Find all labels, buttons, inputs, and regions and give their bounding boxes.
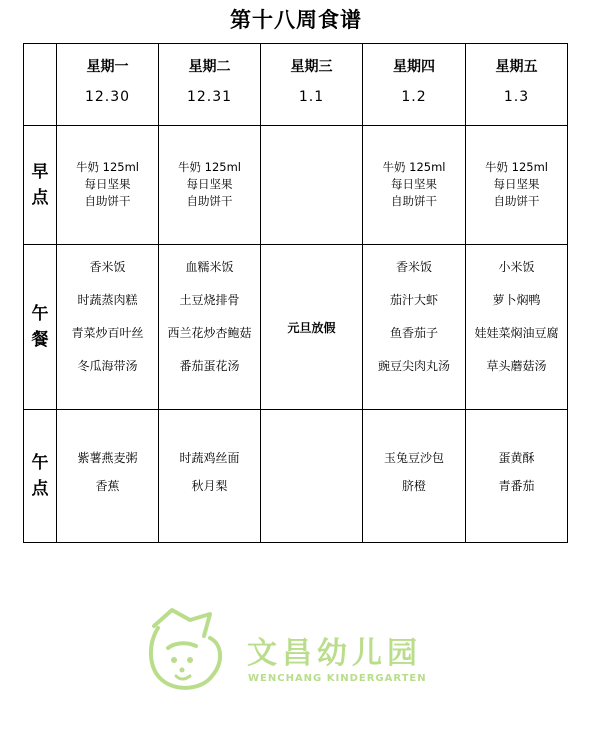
menu-item: 土豆烧排骨 <box>179 293 240 307</box>
holiday-note: 元旦放假 <box>261 245 363 410</box>
menu-item: 青菜炒百叶丝 <box>71 326 144 340</box>
menu-item: 番茄蛋花汤 <box>179 359 240 373</box>
snack-cell-thu <box>363 410 466 543</box>
day-header-tue <box>159 44 261 126</box>
menu-item: 香米饭 <box>89 260 126 274</box>
meal-label-char: 点 <box>31 479 49 499</box>
menu-item: 牛奶 125ml <box>382 160 446 174</box>
snack-cell-mon <box>57 410 159 543</box>
menu-item: 紫薯燕麦粥 <box>77 451 138 465</box>
lunch-cell-tue <box>159 245 261 410</box>
day-date: 12.31 <box>186 89 233 105</box>
meal-label-breakfast <box>24 126 57 245</box>
breakfast-cell-fri <box>466 126 568 245</box>
menu-item: 香蕉 <box>95 479 120 493</box>
menu-item: 脐橙 <box>401 479 426 493</box>
snack-cell-tue <box>159 410 261 543</box>
menu-item: 秋月梨 <box>191 479 228 493</box>
day-name: 星期四 <box>393 59 435 75</box>
menu-item: 自助饼干 <box>493 194 540 208</box>
day-name: 星期五 <box>495 59 538 75</box>
menu-item: 蛋黄酥 <box>498 451 535 465</box>
day-header-thu <box>363 44 466 126</box>
menu-item: 每日坚果 <box>84 177 131 191</box>
meal-label-char: 早 <box>31 162 49 182</box>
snack-cell-wed <box>261 410 363 543</box>
kindergarten-subtitle: WENCHANG KINDERGARTEN <box>248 673 427 684</box>
day-date: 12.30 <box>84 89 131 105</box>
menu-item: 西兰花炒杏鲍菇 <box>167 326 252 340</box>
menu-item: 自助饼干 <box>84 194 131 208</box>
page-title: 第十八周食谱 <box>230 8 362 32</box>
meal-label-char: 点 <box>31 188 49 208</box>
day-name: 星期三 <box>290 59 333 75</box>
menu-item: 草头蘑菇汤 <box>486 359 547 373</box>
day-name: 星期一 <box>86 59 129 75</box>
menu-item: 香米饭 <box>395 260 432 274</box>
menu-item: 每日坚果 <box>391 177 437 191</box>
menu-item: 冬瓜海带汤 <box>77 359 138 373</box>
breakfast-cell-thu <box>363 126 466 245</box>
meal-label-snack <box>24 410 57 543</box>
menu-item: 豌豆尖肉丸汤 <box>377 359 450 373</box>
menu-item: 玉兔豆沙包 <box>383 451 444 465</box>
menu-item: 牛奶 125ml <box>75 160 139 174</box>
meal-label-lunch <box>24 245 57 410</box>
menu-item: 血糯米饭 <box>185 260 234 274</box>
day-header-mon <box>57 44 159 126</box>
lunch-cell-thu <box>363 245 466 410</box>
meal-label-char: 午 <box>31 304 49 324</box>
header-row <box>24 44 568 126</box>
menu-item: 牛奶 125ml <box>484 160 548 174</box>
corner-cell <box>24 44 57 126</box>
menu-item: 小米饭 <box>498 260 535 274</box>
menu-item: 茄汁大虾 <box>389 293 438 307</box>
day-name: 星期二 <box>188 59 231 75</box>
menu-item: 娃娃菜焖油豆腐 <box>474 326 559 340</box>
menu-item: 青番茄 <box>498 479 535 493</box>
menu-item: 时蔬蒸肉糕 <box>77 293 138 307</box>
menu-item: 牛奶 125ml <box>177 160 241 174</box>
day-date: 1.2 <box>401 89 427 105</box>
breakfast-cell-tue <box>159 126 261 245</box>
menu-item: 自助饼干 <box>391 194 437 208</box>
day-date: 1.1 <box>298 89 325 105</box>
menu-item: 鱼香茄子 <box>389 326 438 340</box>
snack-cell-fri <box>466 410 568 543</box>
meal-label-char: 餐 <box>31 330 49 350</box>
lunch-cell-fri <box>466 245 568 410</box>
menu-item: 每日坚果 <box>493 177 540 191</box>
kindergarten-name: 文昌幼儿园 <box>247 636 422 671</box>
breakfast-cell-wed <box>261 126 363 245</box>
breakfast-cell-mon <box>57 126 159 245</box>
lunch-row <box>24 245 568 410</box>
weekly-menu-table <box>23 43 568 543</box>
lunch-cell-mon <box>57 245 159 410</box>
menu-item: 萝卜焖鸭 <box>492 293 541 307</box>
menu-item: 每日坚果 <box>186 177 233 191</box>
snack-row <box>24 410 568 543</box>
menu-item: 自助饼干 <box>186 194 233 208</box>
day-header-wed <box>261 44 363 126</box>
meal-label-char: 午 <box>31 453 49 473</box>
breakfast-row <box>24 126 568 245</box>
menu-item: 时蔬鸡丝面 <box>179 451 240 465</box>
day-date: 1.3 <box>503 89 530 105</box>
day-header-fri <box>466 44 568 126</box>
